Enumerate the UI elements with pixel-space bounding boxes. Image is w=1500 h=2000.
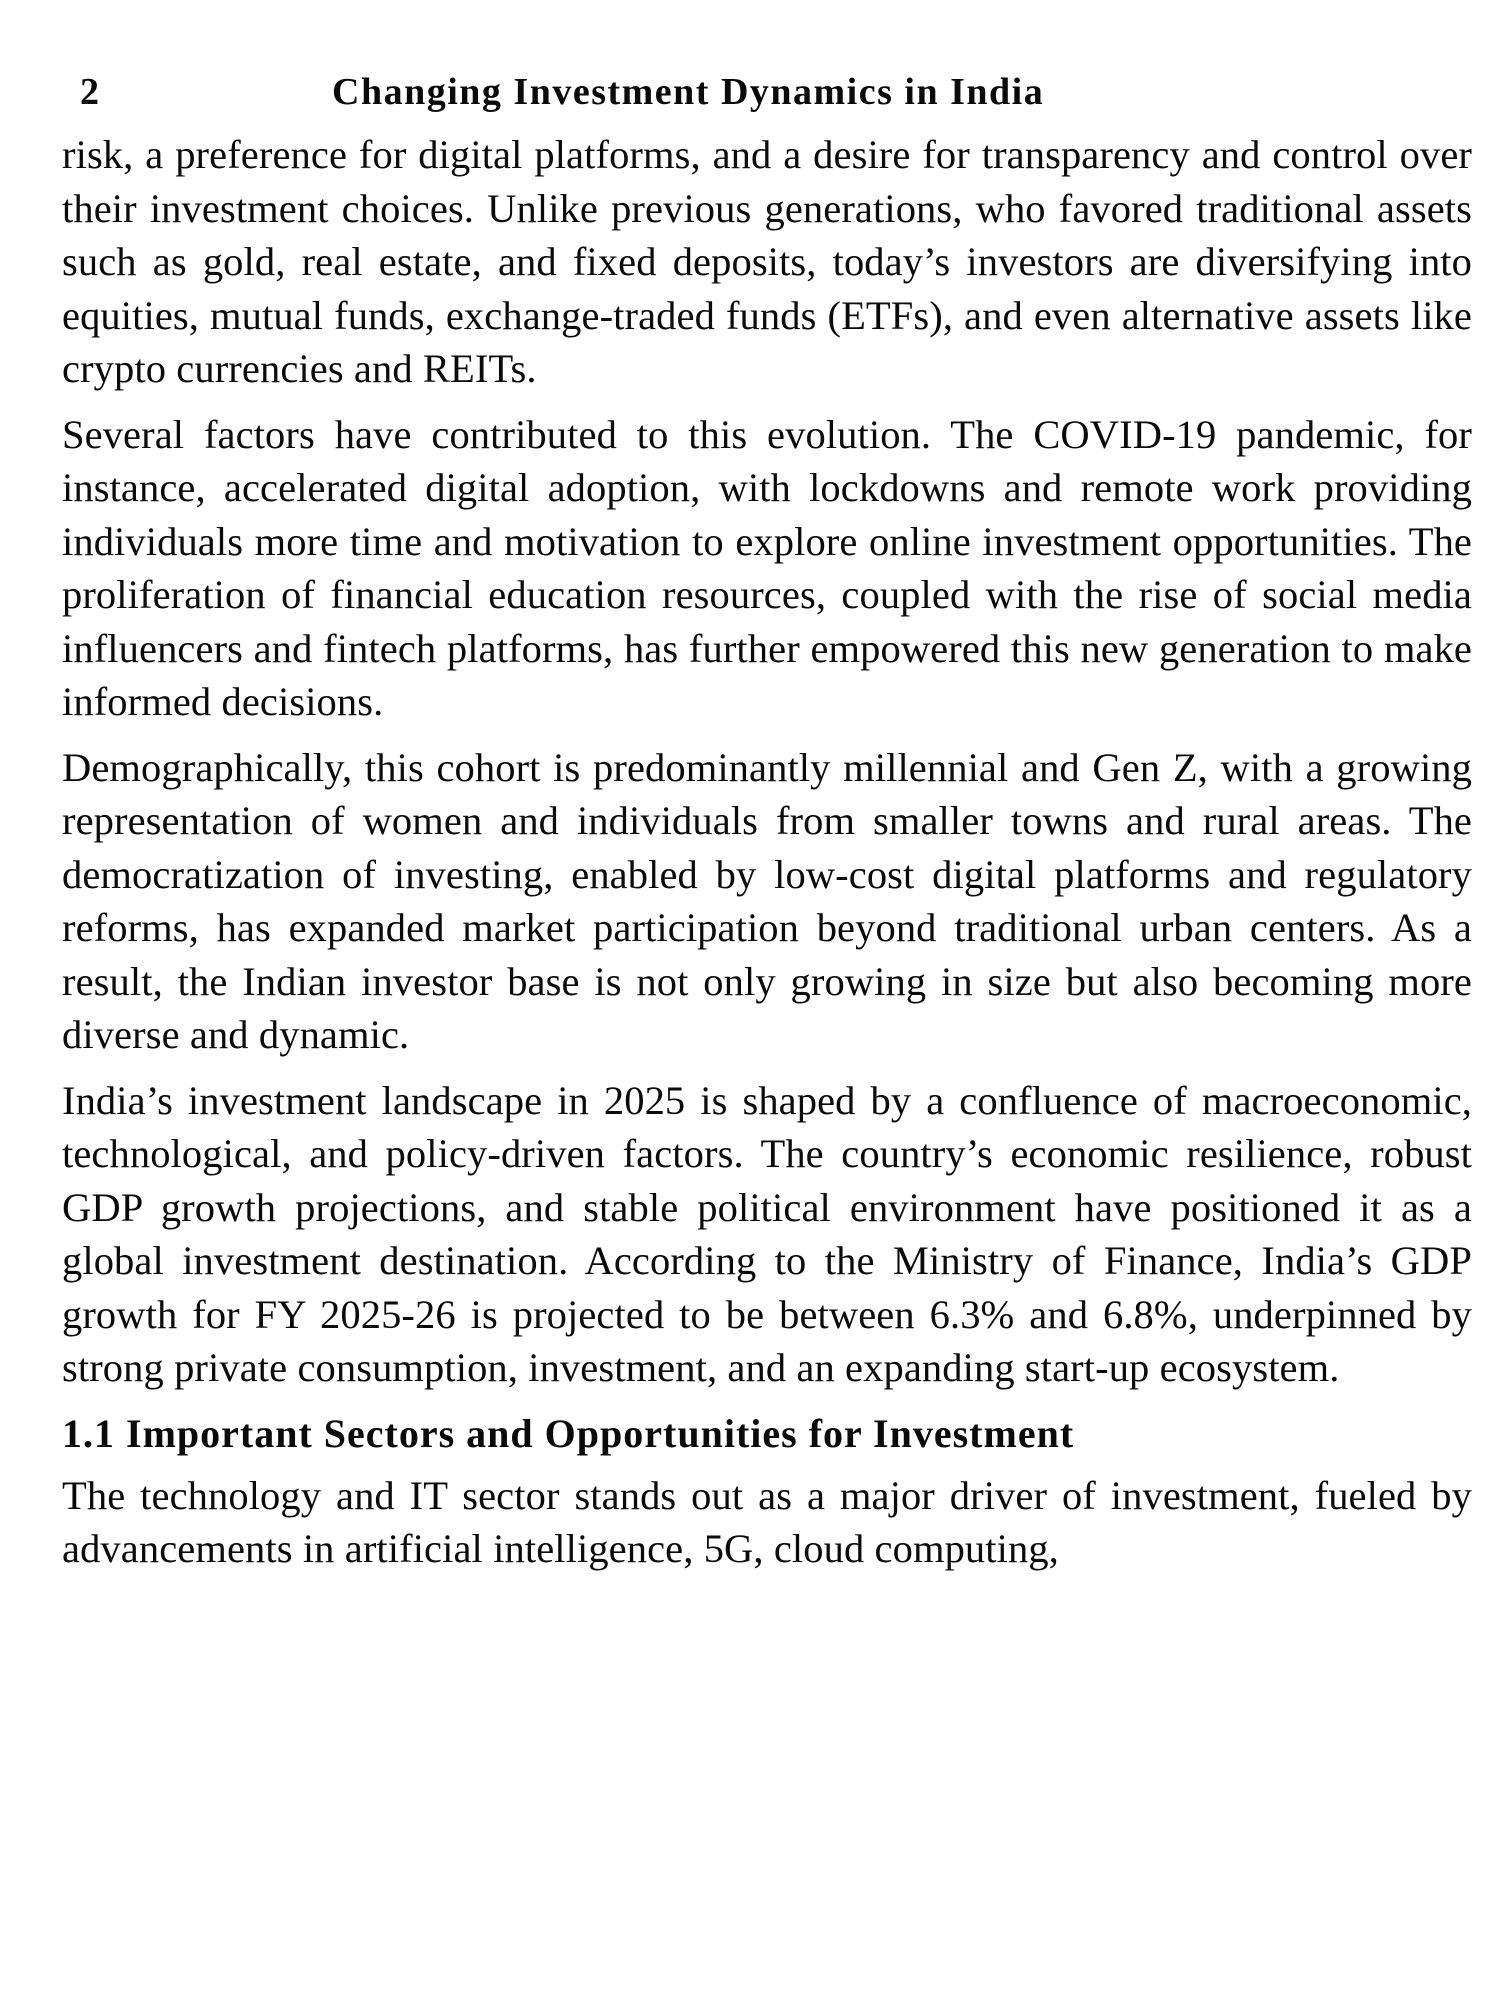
- paragraph-investor-preferences: risk, a preference for digital platforms, and a desire for transparency and control over their investment choices. Unlike previous generations, who favored traditional assets such as gold, real estate, and fixed deposits, today’s investors are diversifying into equities, mutual funds, exchange-traded funds (ETFs), and even alternative assets like crypto currencies and REITs.: [62, 132, 1472, 391]
- book-page: [62, 60, 1472, 1588]
- section-heading: 1.1 Important Sectors and Opportunities for Investment: [62, 1410, 1075, 1456]
- paragraph-investment-landscape: India’s investment landscape in 2025 is shaped by a confluence of macroeconomic, technological, and policy-driven factors. The country’s economic resilience, robust GDP growth projections, and stable political environment have positioned it as a global investment destination. According to the Ministry of Finance, India’s GDP growth for FY 2025-26 is projected to be between 6.3% and 6.8%, underpinned by strong private consumption, investment, and an expanding start-up ecosystem.: [62, 1077, 1472, 1390]
- paragraph-contributing-factors: Several factors have contributed to this evolution. The COVID-19 pandemic, for instance, accelerated digital adoption, with lockdowns and remote work providing individuals more time and motivation to explore online investment opportunities. The proliferation of financial education resources, coupled with the rise of social media influencers and fintech platforms, has further empowered this new generation to make informed decisions.: [62, 411, 1472, 724]
- book-title: Changing Investment Dynamics in India: [332, 71, 1045, 113]
- paragraph-technology-sector: The technology and IT sector stands out as a major driver of investment, fueled by advancements in artificial intelligence, 5G, cloud computing,: [62, 1472, 1472, 1571]
- paragraph-demographics: Demographically, this cohort is predominantly millennial and Gen Z, with a growing representation of women and individuals from smaller towns and rural areas. The democratization of investing, enabled by low-cost digital platforms and regulatory reforms, has expanded market participation beyond traditional urban centers. As a result, the Indian investor base is not only growing in size but also becoming more diverse and dynamic.: [62, 744, 1472, 1057]
- body-text: [62, 128, 1472, 1576]
- page-number: 2: [80, 71, 101, 113]
- running-header: [62, 60, 1472, 120]
